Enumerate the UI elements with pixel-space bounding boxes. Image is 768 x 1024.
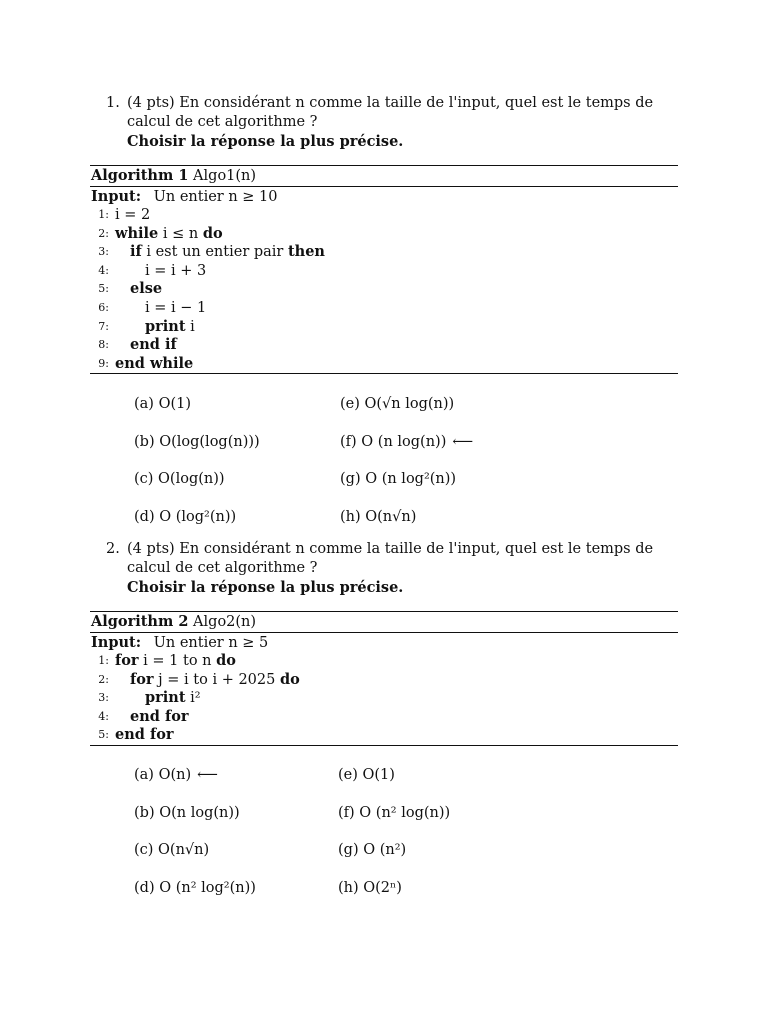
choice-text: (h) O(n√n) — [340, 508, 417, 525]
algorithm-header — [90, 165, 678, 187]
line-code — [145, 318, 195, 337]
line-code — [130, 280, 162, 299]
answer-choice[interactable] — [338, 880, 402, 896]
keyword: end for — [115, 726, 174, 744]
algorithm-header — [90, 611, 678, 633]
answer-choice[interactable] — [338, 805, 450, 821]
choice-text: (d) O (n² log²(n)) — [134, 879, 256, 896]
line-number: 8: — [98, 338, 109, 352]
choice-text: (f) O (n log(n)) — [340, 433, 447, 450]
question-instruction: Choisir la réponse la plus précise. — [127, 579, 404, 596]
answer-choice[interactable] — [340, 434, 473, 450]
answer-choice[interactable] — [134, 767, 218, 783]
line-number: 5: — [98, 282, 109, 296]
algorithm-1-box — [90, 165, 678, 374]
choice-text: (b) O(log(log(n))) — [134, 433, 260, 450]
choice-text: (g) O (n log²(n)) — [340, 471, 457, 487]
choice-text: (g) O (n²) — [338, 842, 407, 858]
question-1 — [90, 94, 678, 151]
algorithm-line — [90, 726, 678, 745]
input-label: Input: — [91, 634, 142, 651]
answer-choice[interactable] — [134, 509, 236, 525]
line-code — [145, 299, 206, 318]
algorithm-name: Algo1(n) — [193, 168, 257, 184]
algorithm-input — [90, 187, 678, 206]
answer-choice[interactable] — [134, 471, 225, 487]
line-code — [130, 336, 177, 355]
line-code — [115, 652, 236, 671]
line-number: 1: — [98, 654, 109, 667]
answer-choice[interactable] — [134, 842, 209, 858]
line-number: 2: — [98, 672, 109, 686]
question-instruction: Choisir la réponse la plus précise. — [127, 133, 404, 150]
algorithm-line — [90, 280, 678, 299]
code-text: i = i − 1 — [145, 299, 207, 316]
choice-text: (c) O(log(n)) — [134, 471, 225, 487]
question-2 — [90, 540, 678, 597]
keyword: end for — [130, 707, 189, 725]
answer-choice[interactable] — [338, 767, 395, 783]
input-text: Un entier n ≥ 10 — [153, 189, 278, 205]
keyword: else — [130, 280, 163, 298]
choice-text: (h) O(2ⁿ) — [338, 879, 402, 896]
choice-text: (a) O(1) — [134, 396, 191, 412]
choice-text: (d) O (log²(n)) — [134, 508, 237, 525]
input-label: Input: — [91, 188, 142, 205]
line-number: 3: — [98, 691, 109, 705]
line-number: 7: — [98, 319, 109, 333]
code-text: j = i to i + 2025 — [153, 671, 280, 688]
choice-text: (c) O(n√n) — [134, 842, 210, 858]
answer-choice[interactable] — [340, 509, 416, 525]
algorithm-lines — [90, 206, 678, 374]
algorithm-line — [90, 243, 678, 262]
algorithm-line — [90, 206, 678, 225]
selected-arrow-icon: ⟵ — [452, 433, 474, 450]
line-code — [115, 206, 150, 225]
question-text: (4 pts) En considérant n comme la taille de l'input, quel est le temps de calcul de cet algorithme ? — [127, 541, 654, 576]
algorithm-line — [90, 336, 678, 355]
keyword: end if — [130, 336, 177, 354]
algorithm-name: Algo2(n) — [193, 614, 257, 630]
answer-choice[interactable] — [338, 842, 406, 858]
keyword: for — [115, 652, 139, 669]
choice-text: (e) O(1) — [338, 767, 395, 783]
line-number: 2: — [98, 226, 109, 240]
choice-text: (a) O(n) — [134, 767, 192, 783]
line-code — [130, 243, 325, 262]
code-text: i = 2 — [115, 207, 151, 223]
line-number: 9: — [98, 356, 109, 370]
line-number: 3: — [98, 245, 109, 259]
algorithm-line — [90, 355, 678, 374]
code-text: i ≤ n — [158, 225, 203, 242]
algorithm-line — [90, 299, 678, 318]
algorithm-input — [90, 633, 678, 652]
line-code — [145, 262, 206, 281]
line-code — [115, 726, 174, 745]
algorithm-line — [90, 671, 678, 690]
code-text: i est un entier pair — [141, 244, 288, 261]
keyword: for — [130, 670, 154, 688]
choice-text: (e) O(√n log(n)) — [340, 396, 455, 412]
keyword: then — [287, 243, 325, 261]
code-text: i = i + 3 — [145, 262, 207, 279]
algorithm-2-box — [90, 611, 678, 746]
choice-text: (b) O(n log(n)) — [134, 804, 240, 821]
answer-choice[interactable] — [134, 434, 260, 450]
code-text: i = 1 to n — [138, 653, 217, 669]
line-number: 5: — [98, 728, 109, 742]
algorithm-label: Algorithm 1 — [91, 167, 189, 184]
answer-choice[interactable] — [134, 396, 191, 412]
selected-arrow-icon: ⟵ — [197, 767, 218, 783]
line-number: 4: — [98, 263, 109, 277]
question-text: (4 pts) En considérant n comme la taille de l'input, quel est le temps de calcul de cet algorithme ? — [127, 95, 654, 130]
answer-choice[interactable] — [340, 471, 456, 487]
line-number: 4: — [98, 709, 109, 723]
choice-text: (f) O (n² log(n)) — [338, 804, 451, 821]
keyword: do — [202, 224, 223, 242]
input-text: Un entier n ≥ 5 — [153, 635, 269, 651]
keyword: print — [145, 689, 186, 707]
algorithm-line — [90, 708, 678, 727]
line-code — [130, 671, 300, 690]
algorithm-line — [90, 318, 678, 337]
line-code — [130, 708, 189, 727]
line-number: 6: — [98, 300, 109, 314]
line-code — [145, 689, 201, 708]
keyword: end while — [115, 354, 194, 372]
algorithm-line — [90, 652, 678, 671]
keyword: print — [145, 317, 186, 335]
line-number: 1: — [98, 208, 109, 221]
line-code — [115, 225, 223, 244]
line-code — [115, 355, 193, 374]
keyword: while — [115, 224, 159, 242]
answer-choice[interactable] — [134, 805, 240, 821]
answer-choice[interactable] — [134, 880, 256, 896]
answer-choice[interactable] — [340, 396, 454, 412]
algorithm-line — [90, 262, 678, 281]
algorithm-line — [90, 689, 678, 708]
code-text: i — [185, 318, 195, 335]
algorithm-lines — [90, 652, 678, 746]
question-number: 2. — [106, 541, 120, 557]
keyword: do — [216, 652, 236, 669]
code-text: i² — [185, 690, 201, 707]
keyword: do — [279, 670, 300, 688]
keyword: if — [130, 243, 142, 261]
question-number: 1. — [106, 95, 120, 111]
algorithm-line — [90, 225, 678, 244]
algorithm-label: Algorithm 2 — [91, 613, 189, 630]
